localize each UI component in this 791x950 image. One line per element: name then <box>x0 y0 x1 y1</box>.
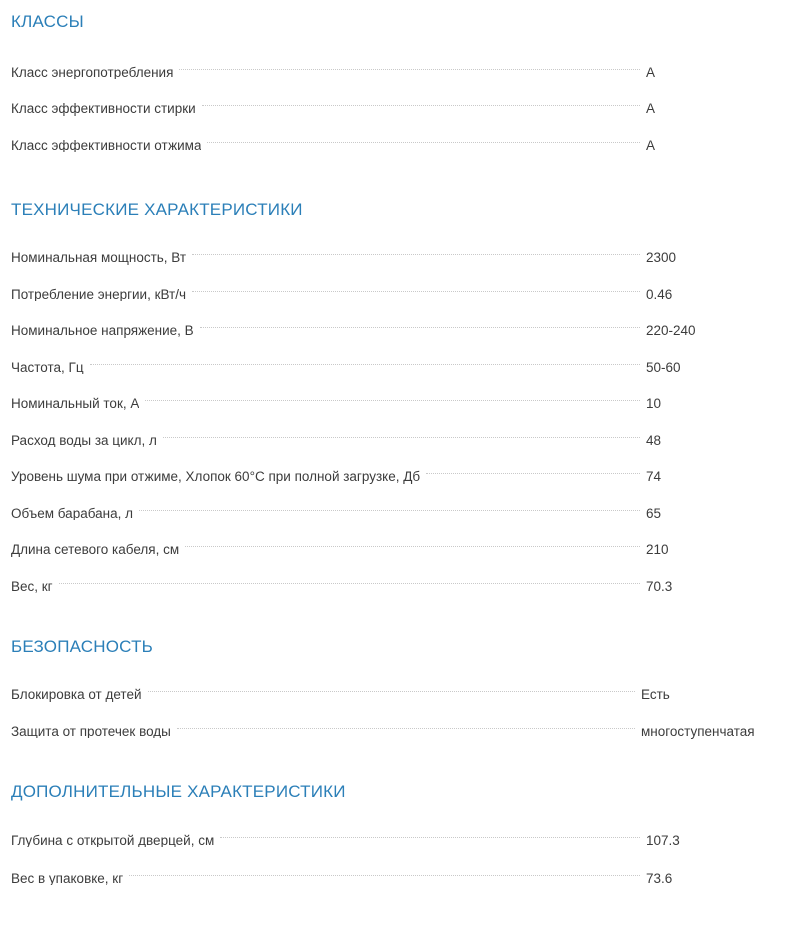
spec-label: Вес в упаковке, кг <box>11 871 124 886</box>
spec-row <box>0 495 791 532</box>
spec-value: 50-60 <box>646 359 681 375</box>
spec-row <box>0 860 791 898</box>
spec-label: Расход воды за цикл, л <box>11 433 157 447</box>
dot-leader <box>179 69 640 70</box>
spec-row <box>0 91 791 128</box>
section-title-technical: ТЕХНИЧЕСКИЕ ХАРАКТЕРИСТИКИ <box>11 199 303 219</box>
dot-leader <box>192 291 640 292</box>
spec-label: Блокировка от детей <box>11 688 142 702</box>
spec-value: A <box>646 137 656 153</box>
spec-row <box>0 422 791 459</box>
spec-value: A <box>646 101 656 116</box>
spec-row <box>0 677 791 714</box>
spec-label: Класс эффективности отжима <box>11 138 202 152</box>
spec-label: Номинальный ток, А <box>11 397 140 411</box>
dot-leader <box>129 875 640 876</box>
spec-label: Защита от протечек воды <box>11 724 171 738</box>
section-additional-specifications <box>0 760 791 898</box>
section-title-classes: КЛАССЫ <box>11 12 84 31</box>
spec-value: Есть <box>641 687 670 702</box>
spec-label: Номинальное напряжение, В <box>11 324 194 338</box>
spec-row <box>0 349 791 386</box>
section-title-safety: БЕЗОПАСНОСТЬ <box>11 636 154 656</box>
dot-leader <box>148 691 635 692</box>
dot-leader <box>177 728 635 729</box>
spec-row <box>0 313 791 350</box>
spec-row <box>0 459 791 496</box>
dot-leader <box>426 473 640 474</box>
spec-label: Класс энергопотребления <box>11 65 174 79</box>
spec-row <box>0 386 791 423</box>
spec-value: 220-240 <box>646 323 696 338</box>
spec-row <box>0 276 791 313</box>
spec-label: Вес, кг <box>11 579 53 593</box>
spec-value: 48 <box>646 432 662 448</box>
spec-list-technical <box>0 240 791 605</box>
section-technical-specifications <box>0 178 791 617</box>
spec-row <box>0 240 791 277</box>
spec-value: 70.3 <box>646 578 673 594</box>
spec-label: Потребление энергии, кВт/ч <box>11 287 187 301</box>
spec-list-classes <box>0 54 791 164</box>
spacer <box>0 802 791 822</box>
spec-list-safety <box>0 677 791 750</box>
dot-leader <box>207 142 640 143</box>
dot-leader <box>163 437 640 438</box>
spec-value: 74 <box>646 469 662 484</box>
spec-value: 210 <box>646 542 669 557</box>
spacer <box>0 32 791 54</box>
spec-row <box>0 54 791 91</box>
spec-row <box>0 713 791 750</box>
spec-value: многоступенчатая <box>641 723 755 739</box>
spec-label: Объем барабана, л <box>11 506 133 520</box>
spec-row <box>0 568 791 605</box>
dot-leader <box>220 837 640 838</box>
spec-value: 2300 <box>646 250 677 265</box>
spec-label: Частота, Гц <box>11 360 84 374</box>
spec-value: 107.3 <box>646 832 680 848</box>
section-title-additional: ДОПОЛНИТЕЛЬНЫЕ ХАРАКТЕРИСТИКИ <box>11 781 346 801</box>
spec-value: A <box>646 64 656 80</box>
spec-list-additional <box>0 822 791 898</box>
section-safety <box>0 617 791 760</box>
dot-leader <box>145 400 640 401</box>
dot-leader <box>90 364 640 365</box>
spacer <box>0 220 791 240</box>
dot-leader <box>200 327 640 328</box>
spacer <box>0 657 791 677</box>
spec-value: 10 <box>646 396 662 411</box>
dot-leader <box>192 254 640 255</box>
spec-label: Класс эффективности стирки <box>11 102 196 116</box>
section-classes <box>0 0 791 178</box>
dot-leader <box>139 510 640 511</box>
spec-value: 65 <box>646 505 662 521</box>
spec-label: Длина сетевого кабеля, см <box>11 543 180 557</box>
dot-leader <box>202 105 640 106</box>
spec-value: 73.6 <box>646 870 673 886</box>
spec-row <box>0 532 791 569</box>
dot-leader <box>185 546 640 547</box>
dot-leader <box>59 583 640 584</box>
spec-label: Номинальная мощность, Вт <box>11 251 187 265</box>
spec-row <box>0 822 791 860</box>
spec-label: Уровень шума при отжиме, Хлопок 60°C при полной загрузке, Дб <box>11 470 421 484</box>
spec-label: Глубина с открытой дверцей, см <box>11 833 215 848</box>
spec-value: 0.46 <box>646 286 673 302</box>
spec-row <box>0 127 791 164</box>
